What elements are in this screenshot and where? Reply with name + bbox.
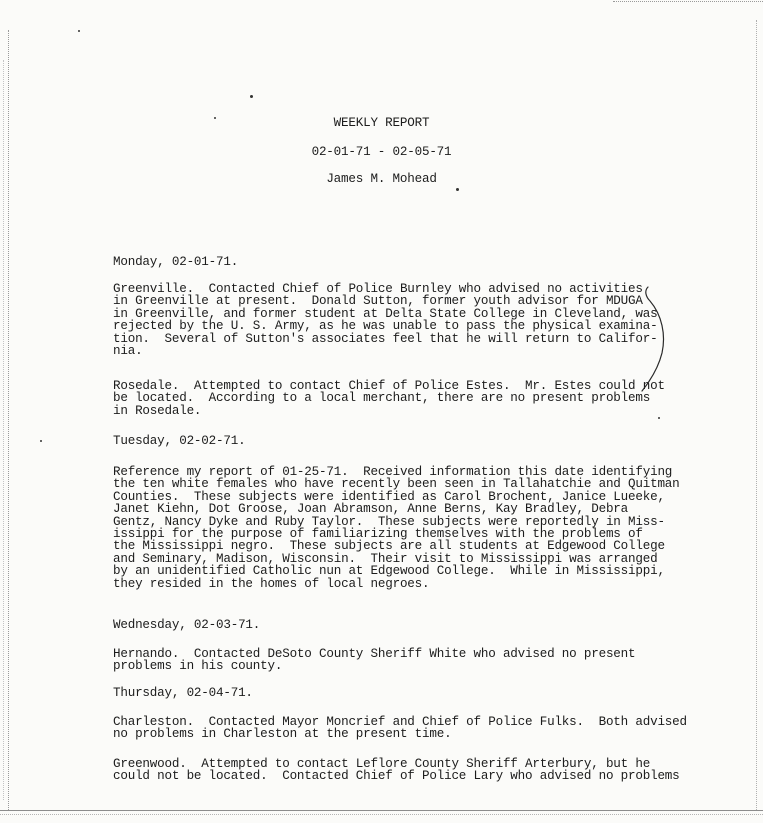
scan-speck <box>40 440 42 442</box>
paragraph-greenwood: Greenwood. Attempted to contact Leflore County Sheriff Arterbury, but he could not be located. Contacted Chief of Police Lary who advised no problems <box>113 757 680 784</box>
report-title: WEEKLY REPORT <box>333 116 430 130</box>
scan-edge-left-faint <box>3 60 4 800</box>
day-heading-wednesday: Wednesday, 02-03-71. <box>113 618 261 632</box>
paragraph-charleston: Charleston. Contacted Mayor Moncrief and Chief of Police Fulks. Both advised no problems in Charleston at the present time. <box>113 715 687 742</box>
scan-speck <box>658 417 660 419</box>
paragraph-hernando: Hernando. Contacted DeSoto County Sheriff White who advised no present problems in his county. <box>113 647 636 674</box>
scan-speck <box>78 30 80 32</box>
scan-edge-right <box>756 20 757 810</box>
day-heading-monday: Monday, 02-01-71. <box>113 255 239 269</box>
paragraph-greenville: Greenville. Contacted Chief of Police Burnley who advised no activities in Greenville at present. Donald Sutton, former youth advisor for MDUGA in Greenville, and former student at Delta State College in Cleveland, was rejected by the U. S. Army, as he was unable to pass the physical examina- tion. Several of Sutton's associates feel that he will return to Califor- nia. <box>113 282 658 359</box>
handwritten-margin-bracket <box>636 285 670 395</box>
scan-edge-bottom <box>0 810 763 811</box>
report-author: James M. Mohead <box>326 172 437 186</box>
paragraph-reference-report: Reference my report of 01-25-71. Received information this date identifying the ten white females who have recently been seen in Tallahatchie and Quitman Counties. These subjects were identified as Carol Brochent, Janice Lueeke, Janet Kiehn, Dot Groose, Joan Abramson, Anne Berns, Kay Bradley, Debra Gentz, Nancy Dyke and Ruby Taylor. These subjects were reportedly in Miss- issippi for the purpose of familiarizing themselves with the problems of the Mississippi negro. These subjects are all students at Edgewood College and Seminary, Madison, Wisconsin. Their visit to Mississippi was arranged by an unidentified Catholic nun at Edgewood College. While in Mississippi, they resided in the homes of local negroes. <box>113 465 680 591</box>
day-heading-tuesday: Tuesday, 02-02-71. <box>113 434 246 448</box>
paragraph-rosedale: Rosedale. Attempted to contact Chief of Police Estes. Mr. Estes could not be located. According to a local merchant, there are no present problems in Rosedale. <box>113 379 665 418</box>
scan-speck <box>456 188 459 191</box>
scan-edge-top <box>613 1 763 2</box>
scan-edge-bottom-faint <box>0 814 763 815</box>
scan-speck <box>250 95 253 98</box>
report-date-range: 02-01-71 - 02-05-71 <box>311 145 452 159</box>
day-heading-thursday: Thursday, 02-04-71. <box>113 686 253 700</box>
